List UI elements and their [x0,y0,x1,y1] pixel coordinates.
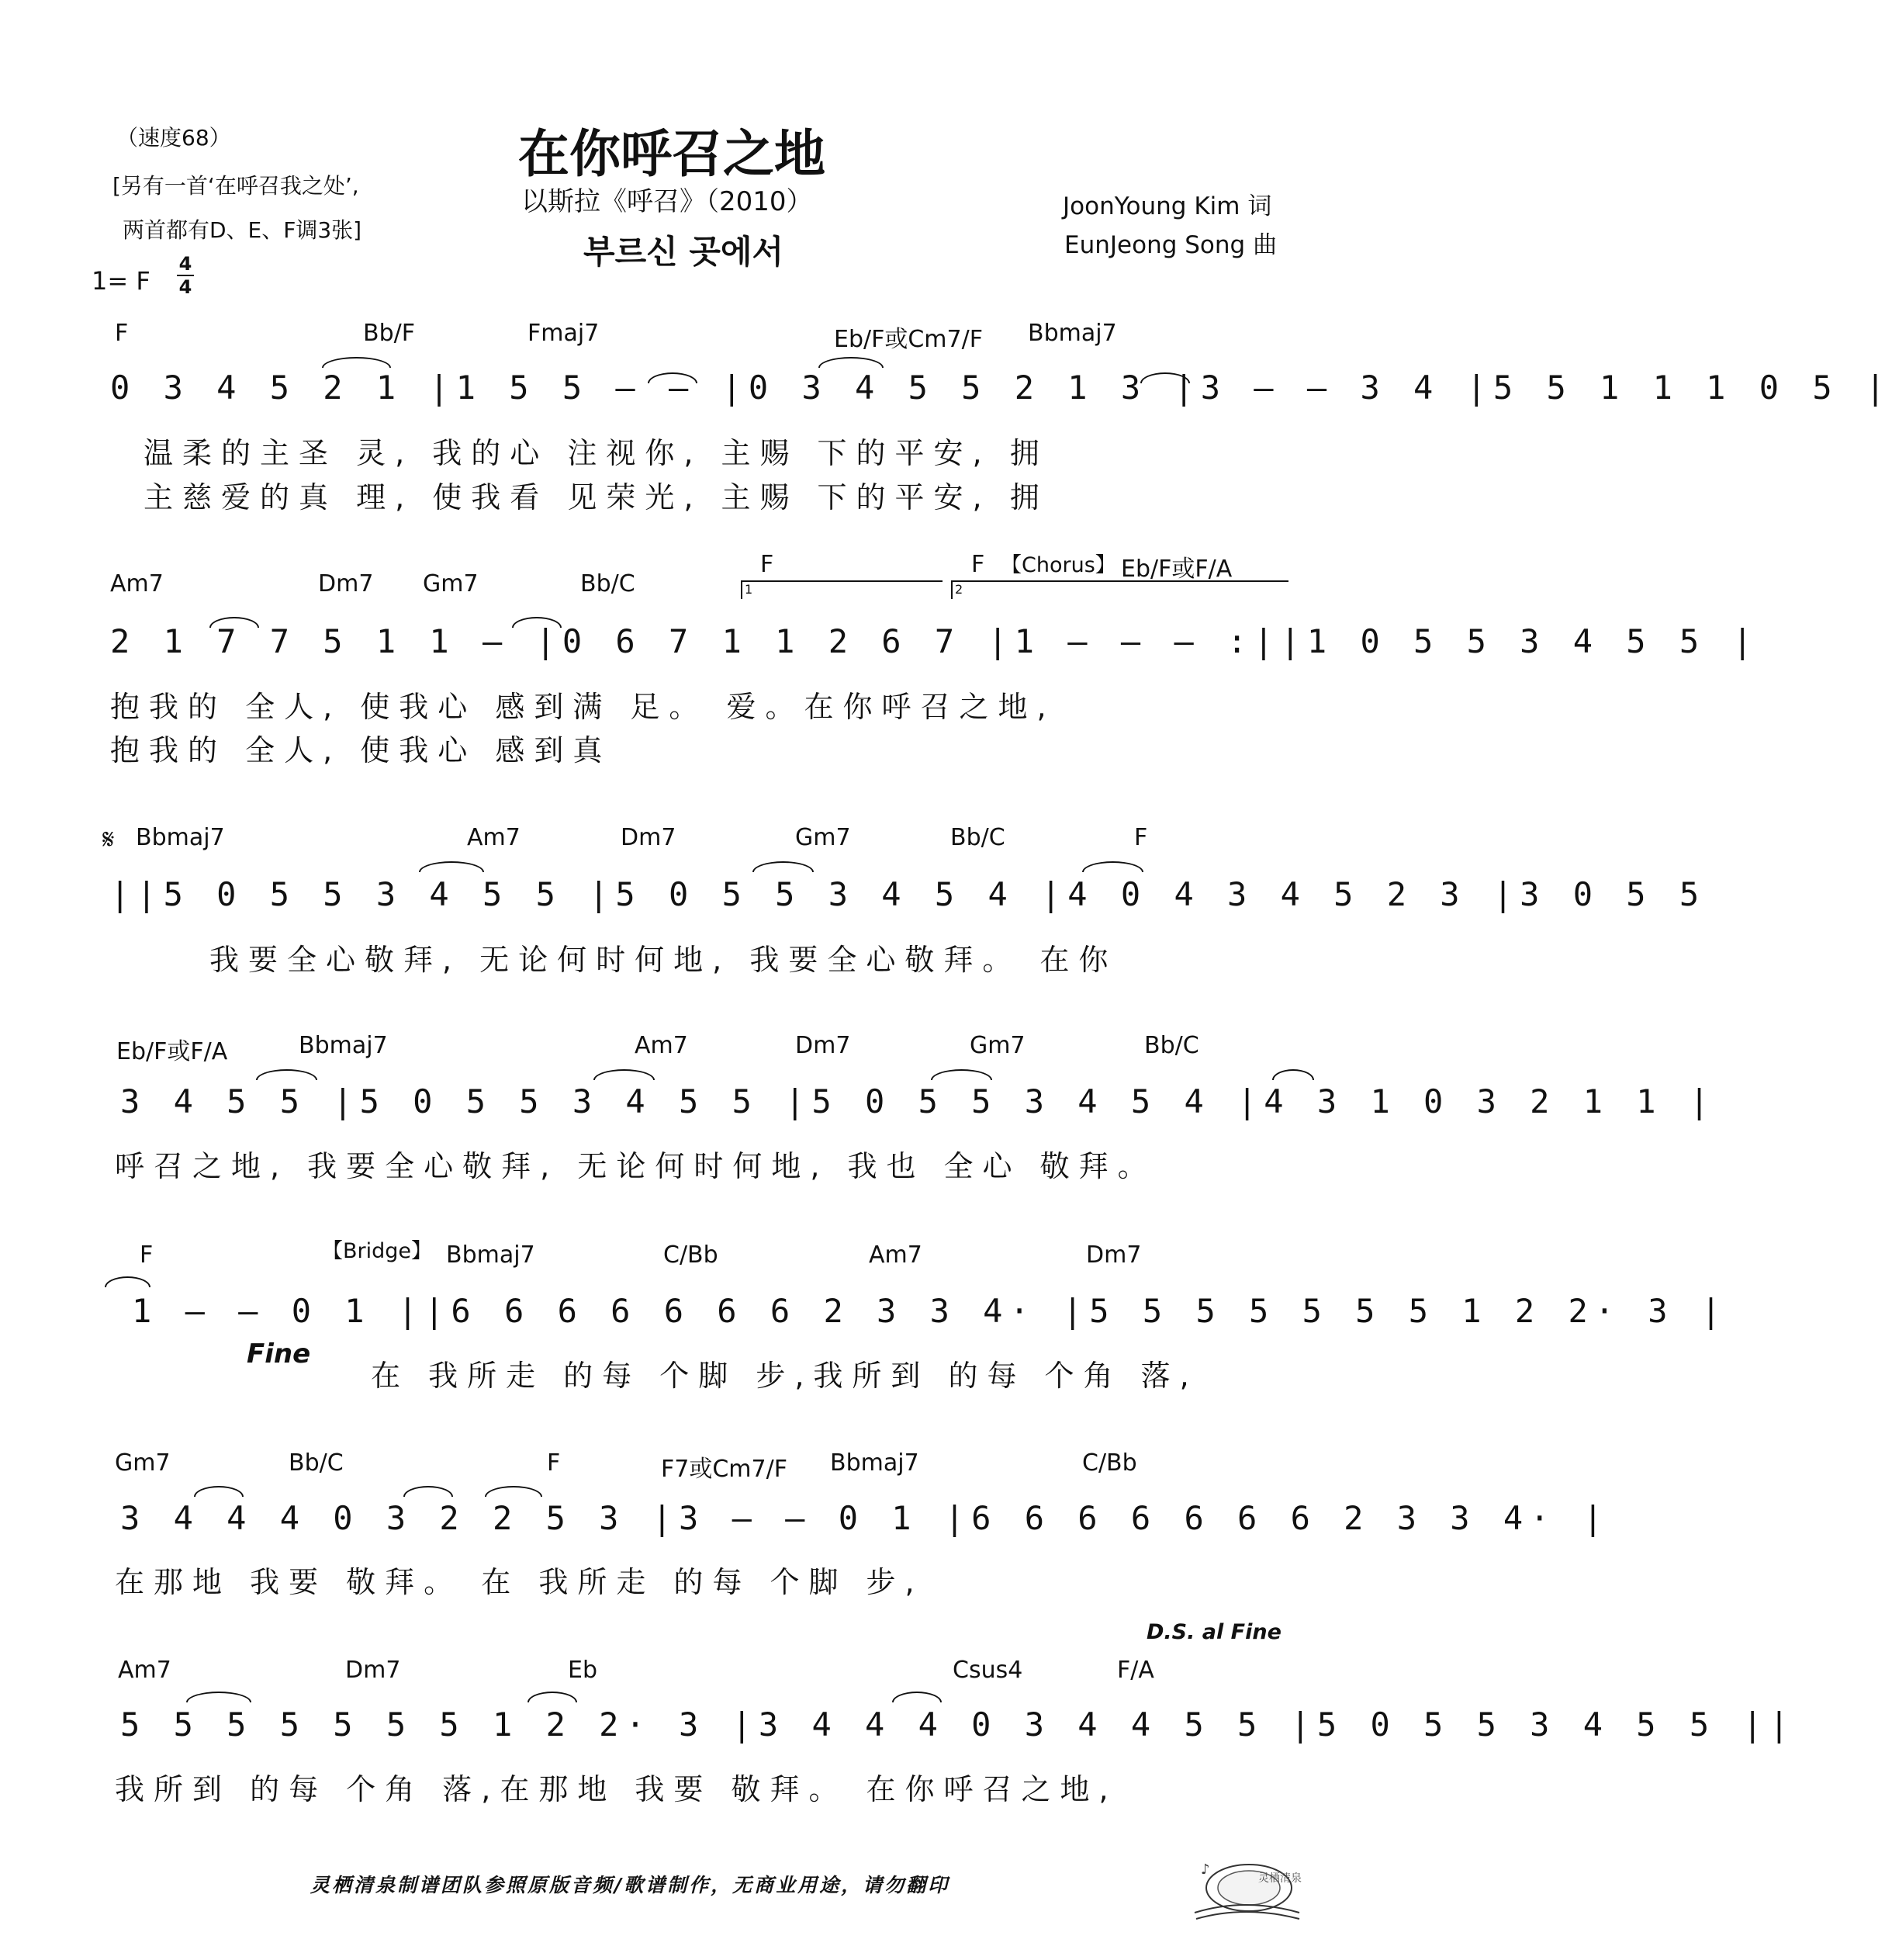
key-signature: 1= F [92,266,150,296]
chord-symbol: C/Bb [1082,1449,1137,1477]
chord-symbol: Fmaj7 [527,320,600,347]
notation-line: 3 4 5 5 |5 0 5 5 3 4 5 5 |5 0 5 5 3 4 5 4 |4 3 1 0 3 2 1 1 | [120,1082,1717,1120]
composer-credit: EunJeong Song 曲 [1064,231,1278,259]
sheep-logo-icon [1187,1851,1303,1924]
second-ending-number: 2 [955,582,963,597]
notation-line: ||5 0 5 5 3 4 5 5 |5 0 5 5 3 4 5 4 |4 0 4 3 4 5 2 3 |3 0 5 5 [110,875,1707,913]
chord-symbol: Bbmaj7 [446,1241,535,1269]
chord-symbol: F [547,1449,561,1477]
tie-slur [931,1069,992,1080]
chord-symbol: F/A [1117,1657,1154,1684]
chord-symbol: Bb/F [363,320,415,347]
chord-symbol: Bbmaj7 [136,824,225,851]
notation-line: 5 5 5 5 5 5 5 1 2 2· 3 |3 4 4 4 0 3 4 4 5 5 |5 0 5 5 3 4 5 5 || [120,1705,1797,1744]
first-ending-number: 1 [745,582,753,597]
tie-slur [419,861,484,872]
lyric-line-verse1: 抱我的 全人, 使我心 感到满 足。 爱。在你呼召之地, [110,690,1056,724]
tie-slur [485,1486,542,1497]
lingqi-spring-logo [1187,1851,1303,1924]
chord-symbol: Dm7 [795,1032,851,1059]
chord-symbol: Bb/C [289,1449,344,1477]
lyricist-credit: JoonYoung Kim 词 [1063,192,1272,220]
tempo-note: （速度68） [116,125,231,151]
chorus-label: 【Chorus】 [1001,553,1116,577]
lyric-line-verse2: 抱我的 全人, 使我心 感到真 [110,733,612,767]
svg-text:♪: ♪ [1201,1861,1210,1878]
chord-symbol: Bbmaj7 [830,1449,919,1477]
chord-symbol: Am7 [635,1032,688,1059]
chord-symbol: F [971,551,985,578]
lyric-line: 我所到 的每 个角 落,在那地 我要 敬拜。 在你呼召之地, [115,1772,1118,1806]
chord-symbol: Gm7 [970,1032,1026,1059]
tie-slur [892,1692,942,1702]
second-ending-bracket [951,580,1288,599]
tie-slur [752,861,814,872]
tie-slur [1272,1069,1314,1080]
segno-sign: 𝄋 [102,824,115,856]
tie-slur [1082,861,1143,872]
chord-symbol: Am7 [467,824,521,851]
time-signature-top: 4 [178,253,192,275]
bridge-label: 【Bridge】 [322,1239,433,1263]
tie-slur [105,1276,150,1287]
chord-symbol: Dm7 [345,1657,401,1684]
time-signature [177,255,194,296]
logo-text: 灵栖清泉 [1258,1872,1302,1885]
chord-symbol: Dm7 [621,824,676,851]
lyric-line-verse2: 主慈爱的真 理, 使我看 见荣光, 主赐 下的平安, 拥 [144,480,1049,514]
lyric-line-verse1: 温柔的主圣 灵, 我的心 注视你, 主赐 下的平安, 拥 [144,436,1049,470]
chord-symbol: Eb [568,1657,597,1684]
notation-line: 3 4 4 4 0 3 2 2 5 3 |3 – – 0 1 |6 6 6 6 6 6 6 2 3 3 4· | [120,1499,1610,1537]
lyric-line: 在那地 我要 敬拜。 在 我所走 的每 个脚 步, [115,1565,924,1599]
chord-symbol: Bb/C [950,824,1005,851]
tie-slur [403,1486,453,1497]
chord-symbol: F [140,1241,154,1269]
tie-slur [818,357,884,368]
korean-title: 부르신 곳에서 [583,233,784,271]
chord-symbol: Bbmaj7 [1028,320,1117,347]
lyric-line: 在 我所走 的每 个脚 步,我所到 的每 个角 落, [371,1359,1198,1393]
chord-symbol: Am7 [869,1241,922,1269]
notation-line: 2 1 7 7 5 1 1 – |0 6 7 1 1 2 6 7 |1 – – – :||1 0 5 5 3 4 5 5 | [110,622,1759,660]
fine-marking: Fine [247,1338,311,1370]
lyric-line: 我要全心敬拜, 无论何时何地, 我要全心敬拜。 在你 [209,943,1118,977]
tie-slur [527,1692,577,1702]
chord-symbol: Bb/C [580,570,635,597]
notation-line: 1 – – 0 1 ||6 6 6 6 6 6 6 2 3 3 4· |5 5 5 5 5 5 5 1 2 2· 3 | [132,1292,1728,1330]
chord-symbol: C/Bb [663,1241,718,1269]
chord-symbol: Eb/F或F/A [116,1038,228,1065]
chord-symbol: Am7 [110,570,164,597]
song-subtitle: 以斯拉《呼召》（2010） [521,186,813,217]
tie-slur [256,1069,317,1080]
chord-symbol: Eb/F或F/A [1121,556,1233,583]
chord-symbol: F [760,551,774,578]
copyright-footer: 灵栖清泉制谱团队参照原版音频/歌谱制作，无商业用途，请勿翻印 [310,1874,950,1896]
first-ending-bracket [741,580,943,599]
alternate-note-line2: 两首都有D、E、F调3张] [123,217,362,243]
chord-symbol: Dm7 [1086,1241,1142,1269]
alternate-note-line1: [另有一首‘在呼召我之处’, [112,173,359,199]
chord-symbol: F [1134,824,1148,851]
tie-slur [593,1069,655,1080]
notation-line: 0 3 4 5 2 1 |1 5 5 – – |0 3 4 5 5 2 1 3 |3 – – 3 4 |5 5 1 1 1 0 5 | [110,369,1892,407]
chord-symbol: F7或Cm7/F [661,1456,787,1483]
chord-symbol: Eb/F或Cm7/F [834,326,983,353]
song-title: 在你呼召之地 [518,124,825,184]
tie-slur [186,1692,251,1702]
chord-symbol: Csus4 [953,1657,1023,1684]
chord-symbol: Gm7 [423,570,479,597]
chord-symbol: Dm7 [318,570,374,597]
chord-symbol: Gm7 [795,824,851,851]
chord-symbol: Bbmaj7 [299,1032,388,1059]
chord-symbol: Am7 [118,1657,171,1684]
ds-al-fine-marking: D.S. al Fine [1147,1620,1282,1644]
chord-symbol: F [115,320,129,347]
tie-slur [322,357,391,368]
chord-symbol: Bb/C [1144,1032,1199,1059]
tie-slur [194,1486,244,1497]
time-signature-bottom: 4 [178,276,192,298]
chord-symbol: Gm7 [115,1449,171,1477]
lyric-line: 呼召之地, 我要全心敬拜, 无论何时何地, 我也 全心 敬拜。 [115,1149,1157,1183]
